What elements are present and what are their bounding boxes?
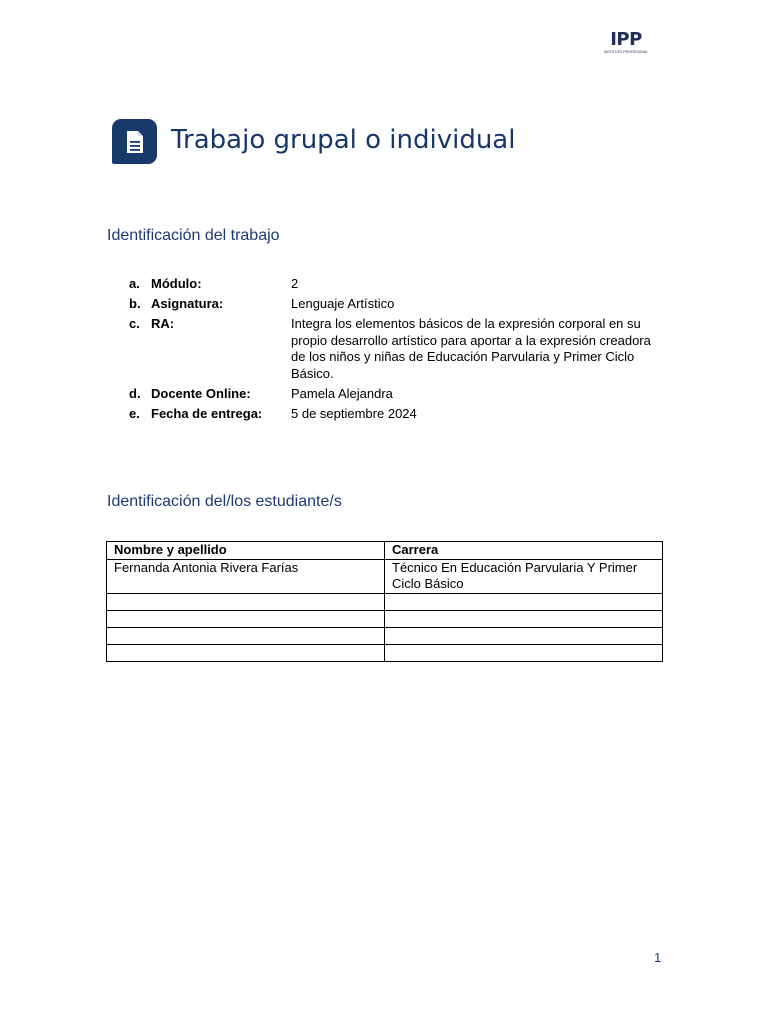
student-name-cell xyxy=(107,593,385,610)
student-career-cell xyxy=(385,593,663,610)
info-letter: c. xyxy=(129,316,140,331)
info-label: Módulo: xyxy=(151,276,202,291)
info-label: Asignatura: xyxy=(151,296,224,311)
info-row-docente xyxy=(129,386,659,403)
student-name-cell xyxy=(107,644,385,661)
info-row-modulo xyxy=(129,276,659,293)
page-number: 1 xyxy=(654,950,662,965)
student-career-cell xyxy=(385,644,663,661)
table-row xyxy=(107,559,663,593)
info-label: Docente Online: xyxy=(151,385,251,401)
logo-text: IPP xyxy=(610,29,642,50)
table-row xyxy=(107,610,663,627)
ipp-logo xyxy=(600,30,652,55)
page-title: Trabajo grupal o individual xyxy=(171,125,516,155)
student-name-cell xyxy=(107,627,385,644)
table-row xyxy=(107,593,663,610)
work-identification-heading: Identificación del trabajo xyxy=(107,227,280,244)
info-row-asignatura xyxy=(129,296,659,313)
info-letter: d. xyxy=(129,385,141,401)
info-label: Fecha de entrega: xyxy=(151,405,263,421)
info-letter: e. xyxy=(129,405,140,421)
student-career-cell: Técnico En Educación Parvularia Y Primer Ciclo Básico xyxy=(385,559,663,593)
student-name-cell xyxy=(107,610,385,627)
column-header-name: Nombre y apellido xyxy=(107,542,385,560)
info-row-fecha xyxy=(129,406,659,423)
info-value: 5 de septiembre 2024 xyxy=(291,405,417,421)
table-header-row xyxy=(107,542,663,560)
document-icon xyxy=(112,119,157,164)
table-row xyxy=(107,644,663,661)
work-info-list xyxy=(129,276,659,426)
students-table xyxy=(106,541,663,662)
info-value: Pamela Alejandra xyxy=(291,385,393,401)
students-identification-heading: Identificación del/los estudiante/s xyxy=(107,493,342,510)
info-row-ra xyxy=(129,316,659,382)
logo-subtext: INSTITUTO PROFESIONAL xyxy=(603,50,649,54)
info-label: RA: xyxy=(151,316,175,331)
table-row xyxy=(107,627,663,644)
info-value: 2 xyxy=(291,276,299,291)
column-header-career: Carrera xyxy=(385,542,663,560)
student-career-cell xyxy=(385,610,663,627)
info-letter: b. xyxy=(129,296,141,311)
info-letter: a. xyxy=(129,276,140,291)
info-value: Lenguaje Artístico xyxy=(291,296,395,311)
student-name-cell: Fernanda Antonia Rivera Farías xyxy=(107,559,385,593)
info-value: Integra los elementos básicos de la expresión corporal en su propio desarrollo artístico para aportar a la expresión creadora de los niños y niñas de Educación Parvularia y Primer Ciclo Básico. xyxy=(291,316,651,381)
student-career-cell xyxy=(385,627,663,644)
